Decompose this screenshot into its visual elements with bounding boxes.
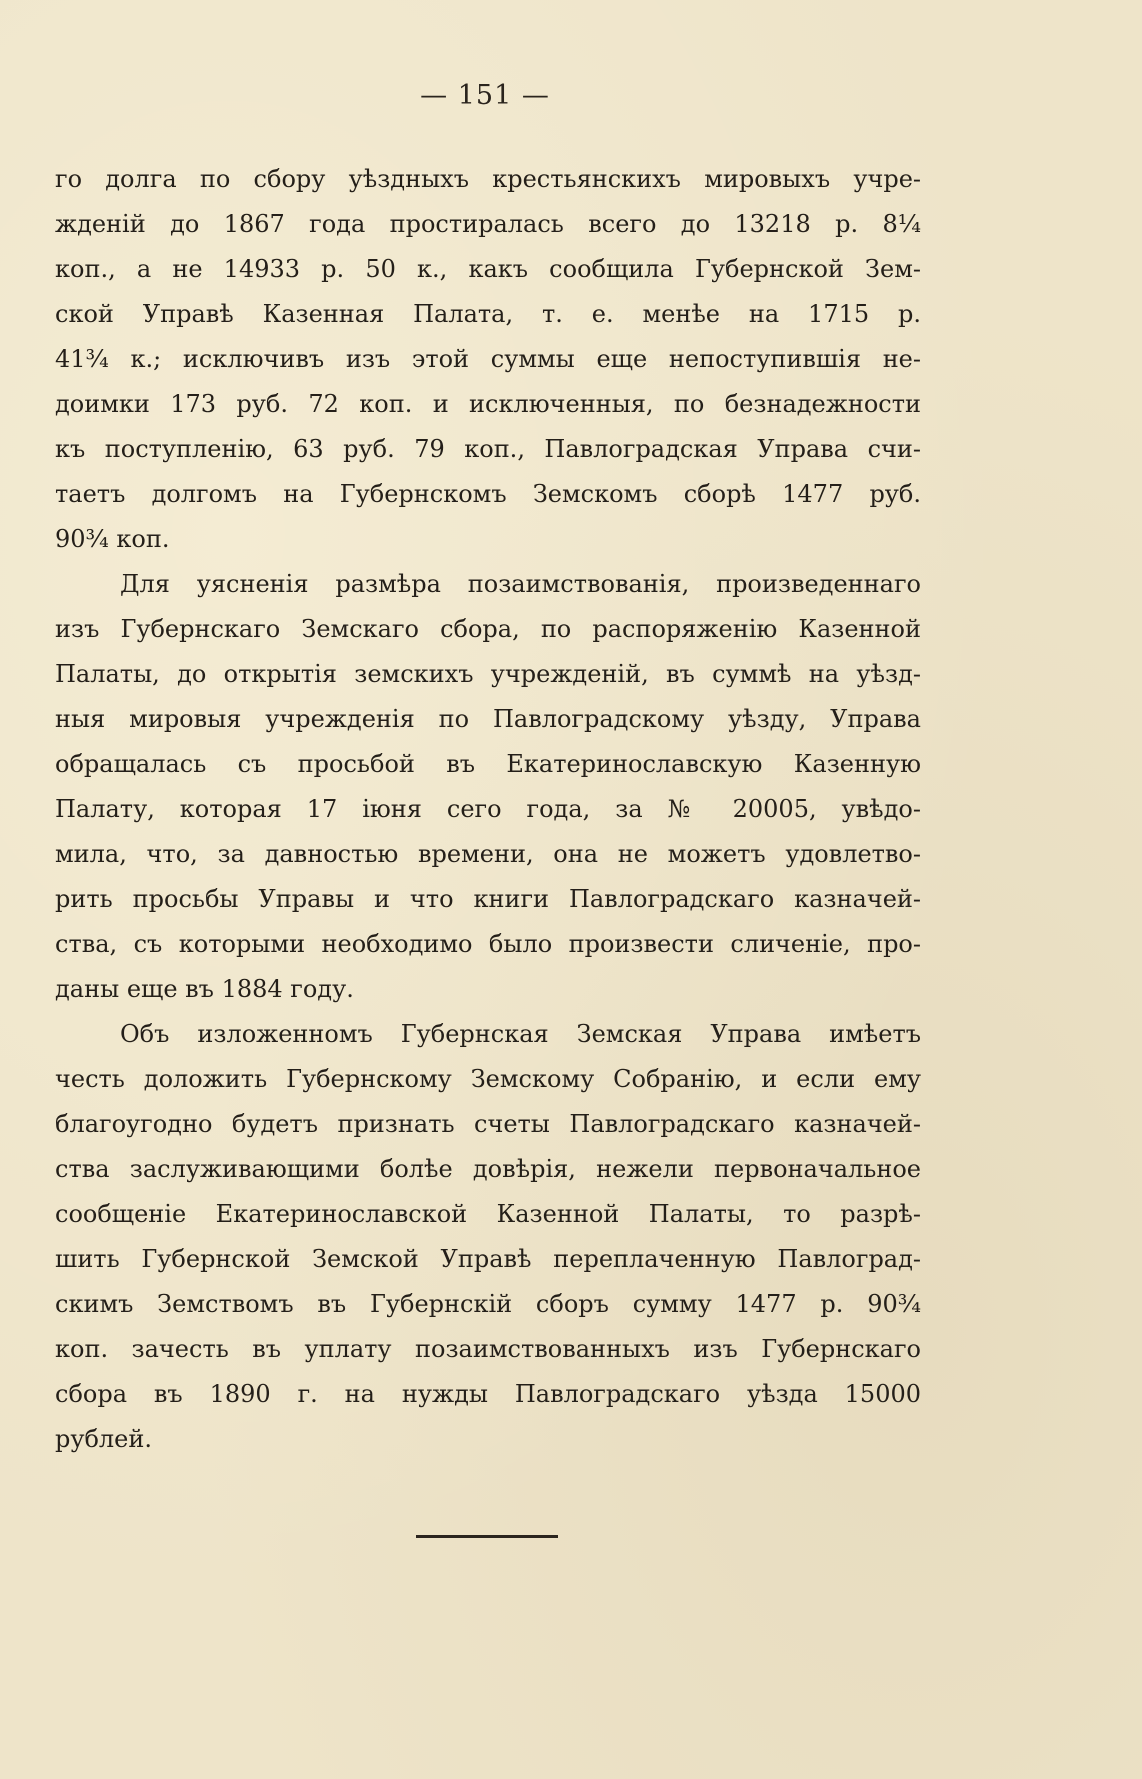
text-line: доимки 173 руб. 72 коп. и исключенныя, по безнадежности <box>55 390 921 418</box>
text-line: даны еще въ 1884 году. <box>55 975 354 1003</box>
text-line: сообщеніе Екатеринославской Казенной Палаты, то разрѣ- <box>55 1200 921 1228</box>
end-rule-divider <box>416 1535 558 1538</box>
text-line: честь доложить Губернскому Земскому Собранію, и если ему <box>55 1065 921 1093</box>
text-line: Объ изложенномъ Губернская Земская Управа имѣетъ <box>120 1020 921 1048</box>
text-line: благоугодно будетъ признать счеты Павлоградскаго казначей- <box>55 1110 921 1138</box>
text-line: сбора въ 1890 г. на нужды Павлоградскаго уѣзда 15000 <box>55 1380 921 1408</box>
text-line: Палаты, до открытія земскихъ учрежденій, въ суммѣ на уѣзд- <box>55 660 921 688</box>
text-line: коп. зачесть въ уплату позаимствованныхъ изъ Губернскаго <box>55 1335 921 1363</box>
text-line: ской Управѣ Казенная Палата, т. е. менѣе на 1715 р. <box>55 300 921 328</box>
text-line: коп., а не 14933 р. 50 к., какъ сообщила Губернской Зем- <box>55 255 921 283</box>
text-line: Для уясненія размѣра позаимствованія, произведеннаго <box>120 570 921 598</box>
text-line: ныя мировыя учрежденія по Павлоградскому уѣзду, Управа <box>55 705 921 733</box>
text-line: Палату, которая 17 іюня сего года, за № 20005, увѣдо- <box>55 795 921 823</box>
body-text <box>55 157 921 1462</box>
paragraph-1 <box>55 157 921 562</box>
text-line: рить просьбы Управы и что книги Павлоградскаго казначей- <box>55 885 921 913</box>
text-line: 41¾ к.; исключивъ изъ этой суммы еще непоступившія не- <box>55 345 921 373</box>
paragraph-3 <box>55 1012 921 1462</box>
text-line: ства, съ которыми необходимо было произвести сличеніе, про- <box>55 930 921 958</box>
text-line: къ поступленію, 63 руб. 79 коп., Павлоградская Управа счи- <box>55 435 921 463</box>
text-line: го долга по сбору уѣздныхъ крестьянскихъ мировыхъ учре- <box>55 165 921 193</box>
text-line: шить Губернской Земской Управѣ переплаченную Павлоград- <box>55 1245 921 1273</box>
text-line: жденій до 1867 года простиралась всего до 13218 р. 8¼ <box>55 210 921 238</box>
text-line: таетъ долгомъ на Губернскомъ Земскомъ сборѣ 1477 руб. <box>55 480 921 508</box>
text-line: мила, что, за давностью времени, она не можетъ удовлетво- <box>55 840 921 868</box>
text-line: изъ Губернскаго Земскаго сбора, по распоряженію Казенной <box>55 615 921 643</box>
text-line: ства заслуживающими болѣе довѣрія, нежели первоначальное <box>55 1155 921 1183</box>
text-line: рублей. <box>55 1425 153 1453</box>
page-number: — 151 — <box>420 80 550 111</box>
text-line: 90¾ коп. <box>55 525 170 553</box>
text-line: скимъ Земствомъ въ Губернскій сборъ сумму 1477 р. 90¾ <box>55 1290 921 1318</box>
paragraph-2 <box>55 562 921 1012</box>
text-line: обращалась съ просьбой въ Екатеринославскую Казенную <box>55 750 921 778</box>
